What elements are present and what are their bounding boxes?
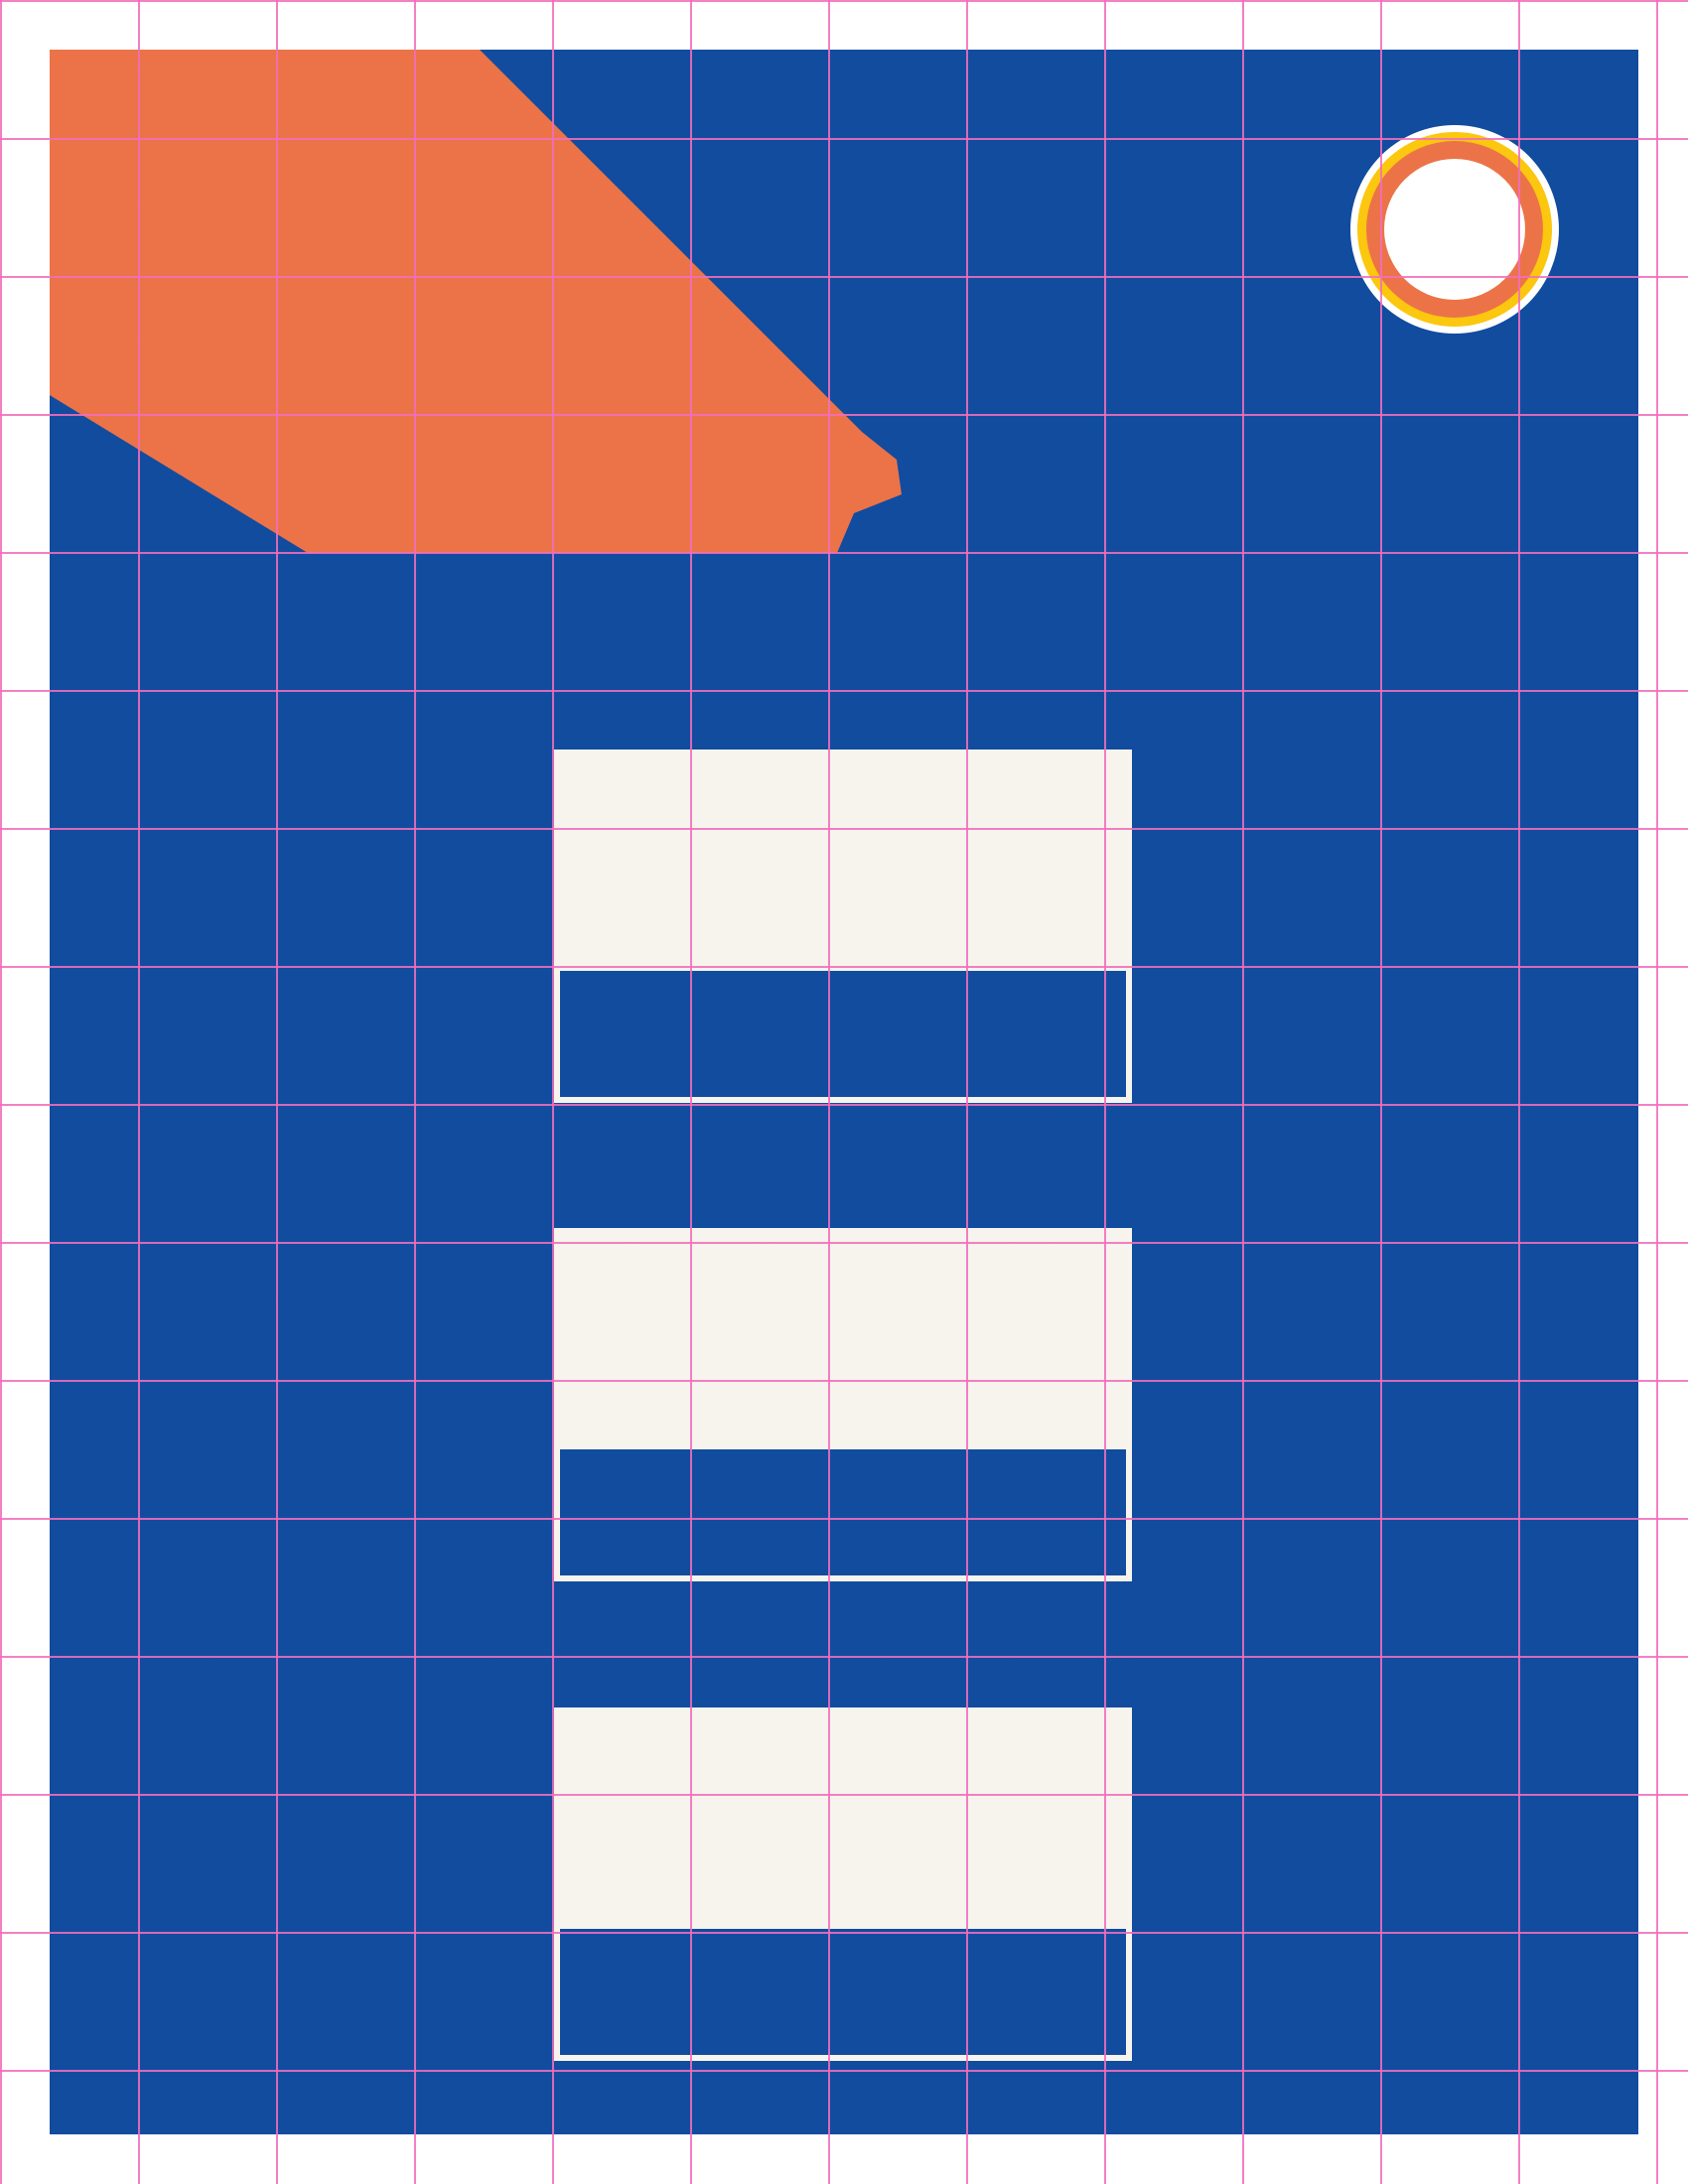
- time-slot-box[interactable]: [560, 971, 1126, 1097]
- brand-logo[interactable]: [1350, 125, 1559, 334]
- schedule-card-3[interactable]: [554, 1707, 1132, 2061]
- event-date[interactable]: [554, 1325, 1132, 1387]
- event-date[interactable]: [554, 1805, 1132, 1866]
- logo-inner-disc: [1384, 159, 1525, 300]
- event-date[interactable]: [554, 847, 1132, 908]
- time-slot-box[interactable]: [560, 1449, 1126, 1575]
- schedule-card-1[interactable]: [554, 750, 1132, 1103]
- time-slot-box[interactable]: [560, 1929, 1126, 2055]
- schedule-card-2[interactable]: [554, 1228, 1132, 1581]
